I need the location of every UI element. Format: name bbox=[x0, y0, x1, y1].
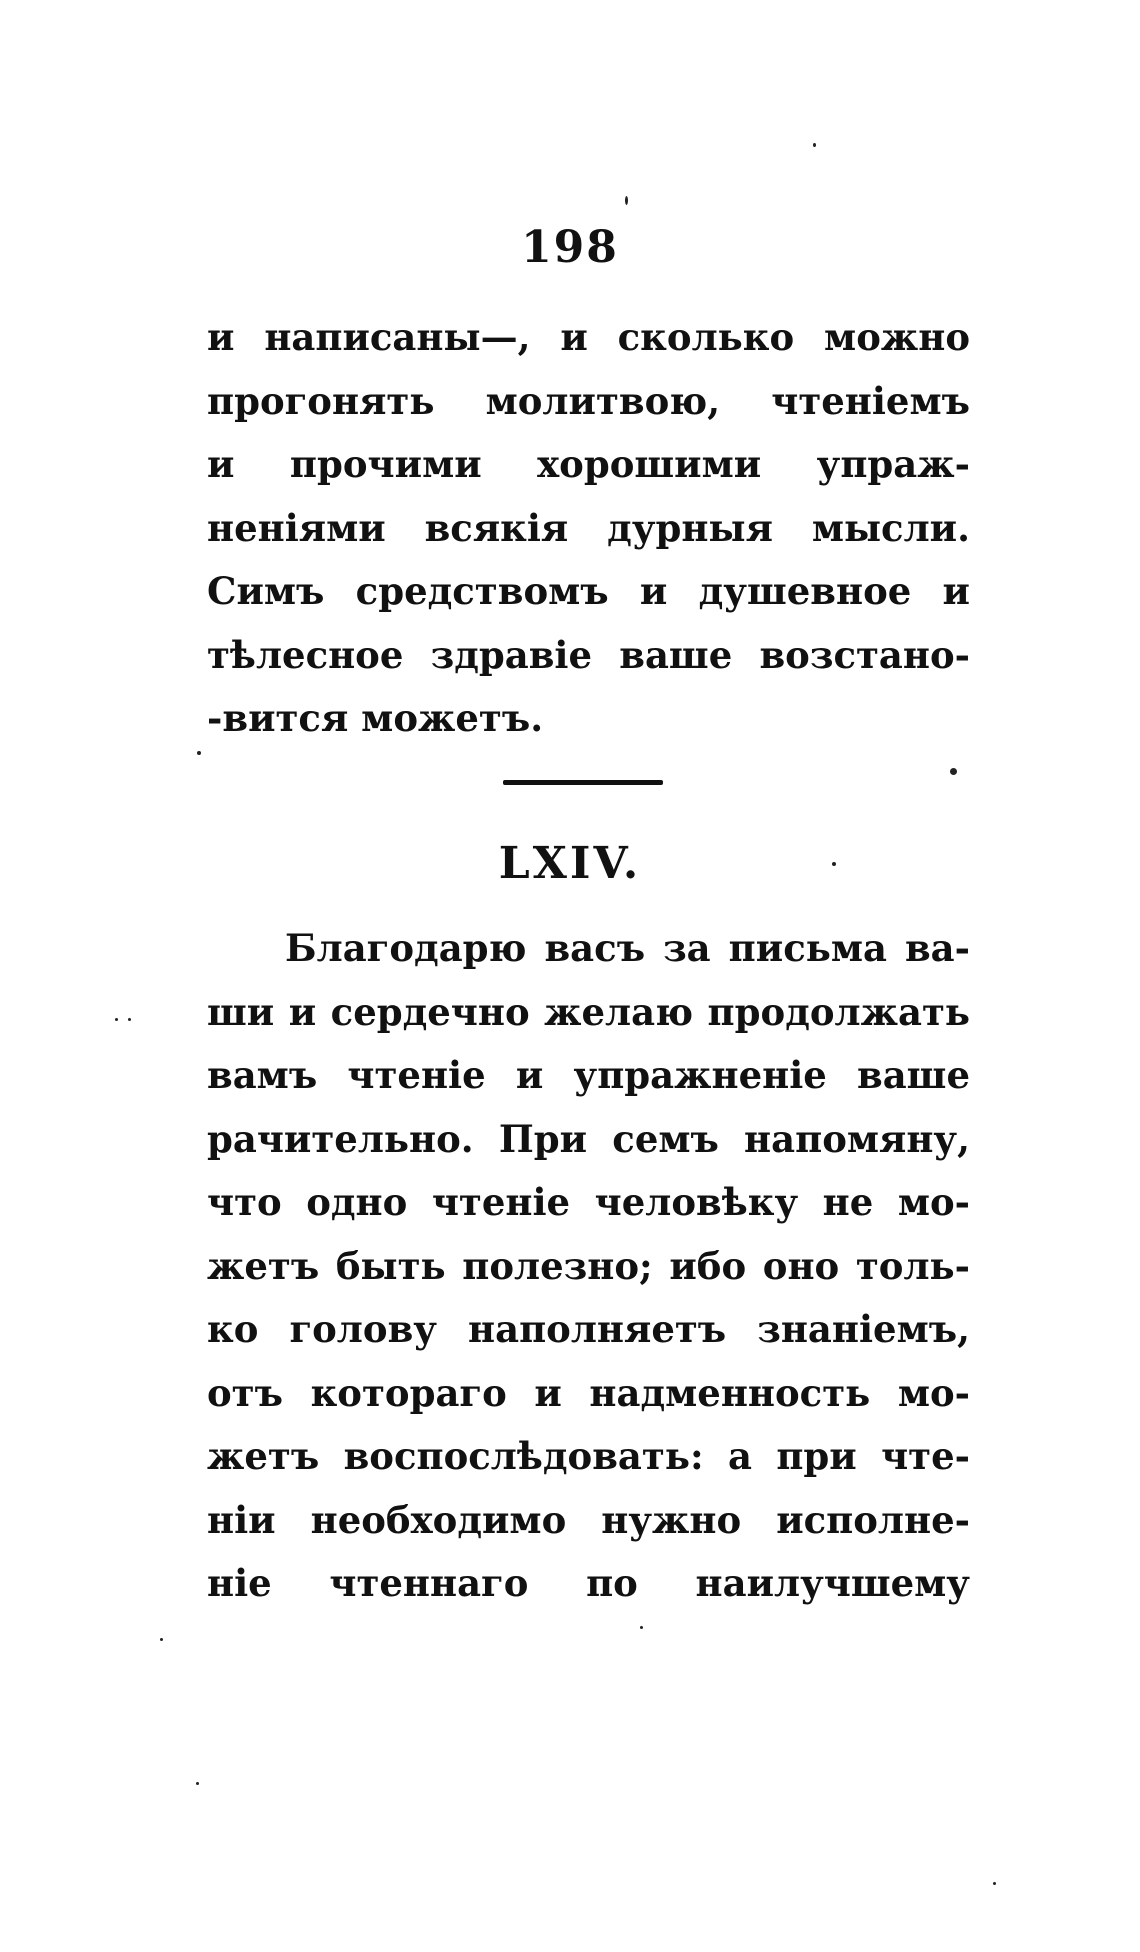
section-heading: LXIV. bbox=[498, 838, 642, 889]
scan-speck bbox=[993, 1882, 996, 1885]
text-line: ши и сердечно желаю продолжать bbox=[207, 989, 970, 1034]
scan-speck bbox=[196, 1782, 199, 1785]
text-line: ніи необходимо нужно исполне- bbox=[207, 1497, 970, 1542]
section-divider bbox=[503, 780, 663, 785]
scan-speck bbox=[128, 1018, 131, 1021]
scan-speck bbox=[197, 751, 201, 755]
text-line: рачительно. При семъ напомяну, bbox=[207, 1116, 970, 1161]
text-line: что одно чтеніе человѣку не мо- bbox=[207, 1180, 970, 1224]
scan-speck bbox=[640, 1626, 643, 1629]
text-line: и написаны—, и сколько можно bbox=[207, 315, 970, 359]
text-line: жетъ быть полезно; ибо оно толь- bbox=[207, 1243, 970, 1288]
page-number: 198 bbox=[521, 222, 619, 273]
text-line: Благодарю васъ за письма ва- bbox=[285, 926, 970, 970]
scan-speck bbox=[160, 1638, 163, 1641]
text-line: -вится можетъ. bbox=[207, 696, 544, 740]
scan-speck bbox=[950, 768, 957, 775]
text-line: прогонять молитвою, чтеніемъ bbox=[207, 378, 970, 423]
text-line: отъ котораго и надменность мо- bbox=[207, 1370, 970, 1415]
text-line: вамъ чтеніе и упражненіе ваше bbox=[207, 1053, 970, 1097]
scan-speck bbox=[832, 862, 836, 866]
paragraph-continued bbox=[207, 306, 970, 751]
scan-speck bbox=[115, 1018, 118, 1021]
text-line: ко голову наполняетъ знаніемъ, bbox=[207, 1307, 970, 1351]
scan-speck bbox=[625, 196, 628, 205]
paragraph-letter bbox=[207, 917, 970, 1616]
text-line: жетъ воспослѣдовать: а при чте- bbox=[207, 1434, 970, 1478]
text-line: неніями всякія дурныя мысли. bbox=[207, 505, 970, 550]
text-line: и прочими хорошими упраж- bbox=[207, 442, 970, 486]
scan-speck bbox=[813, 143, 816, 147]
text-line: ніе чтеннаго по наилучшему bbox=[207, 1561, 970, 1605]
text-line: Симъ средствомъ и душевное и bbox=[207, 569, 970, 613]
text-line: тѣлесное здравіе ваше возстано- bbox=[207, 632, 970, 677]
